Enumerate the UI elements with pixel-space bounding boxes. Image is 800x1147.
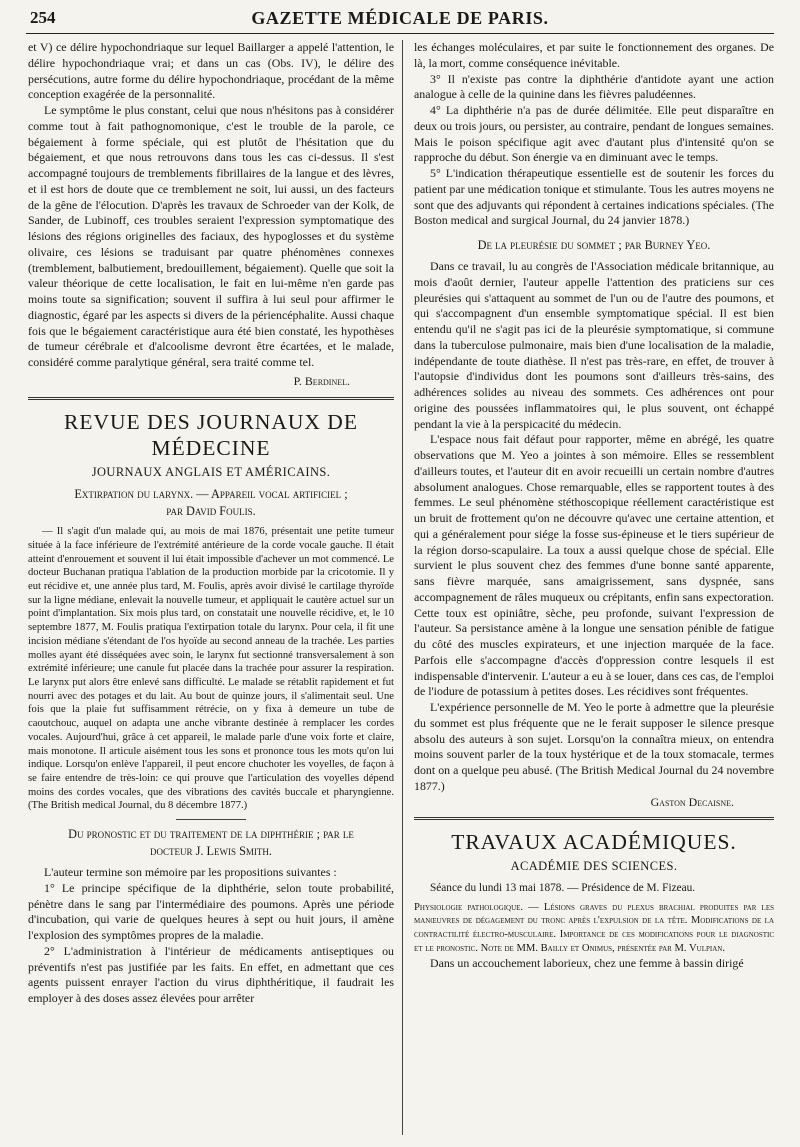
article-body-extirpation: — Il s'agit d'un malade qui, au mois de mai 1876, présentait une petite tumeur située à la face inférieure de l'extrémité antérieure de la corde vocale gauche. Il était atteint d'enrouement et souvent il lui était impossible d'achever un mot commencé. Le docteur Buchanan pratiqua l'ablation de la production morbide par la cricotomie. Il y eut récidive et, une année plus tard, M. Foulis, après avoir divisé le cartilage thyroïde sur la ligne médiane, enlevait la nouvelle tumeur, et appliquait le cautère actuel sur un point d'implantation. Six mois plus tard, on constatait une nouvelle récidive, et, le 10 septembre 1877, M. Foulis pratiqua l'extirpation totale du larynx. Pour cela, il fit une incision médiane s'étendant de l'os hyoïde au second anneau de la trachée. Les parties molles ayant été disséquées avec soin, le larynx fut sectionné transversalement à son extrémité inférieure; une canule fut placée dans la trachée pour assurer la respiration. Le larynx put alors être enlevé sans difficulté. Le malade se rétablit rapidement et fut nourri avec des potages et du lait. Au bout de quinze jours, il s'alimentait seul. Une fois que la plaie fut suffisamment rétrécie, on y fixa à demeure un tube de caoutchouc, auquel on adapta une anche vibrante destinée à remplacer les cordes vocales. Aujourd'hui, grâce à cet appareil, le malade parle d'une voix forte et claire, mais monotone. Il articule aisément tous les sons et prononce tous les mots qu'on lui indique. Lorsqu'on enlève l'appareil, il peut encore chuchoter les voyelles, de façon à se faire entendre de très-loin: ce qui prouve que l'articulation des voyelles dépend moins des cordes vocales, que des vibrations des cavités buccale et pharyngienne. (The British medical Journal, du 8 décembre 1877.) (28, 526, 394, 812)
section-title-revue: REVUE DES JOURNAUX DE MÉDECINE (64, 409, 358, 460)
proposition-item: 2° L'administration à l'intérieur de médicaments antiseptiques ou préventifs n'est pas justifiée par les faits. En effet, en admettant que ces agents puissent enrayer l'action du virus diphthéritique, il faudrait les employer à des doses assez élevées pour arrêter (28, 943, 394, 1006)
article-title-author: par David Foulis. (166, 504, 256, 519)
short-separator (176, 819, 246, 820)
section-separator (414, 817, 774, 820)
page-number: 254 (30, 8, 56, 27)
proposition-item: 4° La diphthérie n'a pas de durée délimitée. Elle peut disparaître en deux ou trois jours, ou persister, au contraire, pendant de longues semaines. Mais le poison spécifique agit avec d'autant plus d'intensité qu'on se rapproche du début. Son énergie va en diminuant avec le temps. (414, 103, 774, 165)
paragraph-continuation: les échanges moléculaires, et par suite le fonctionnement des organes. De là, la mort, comme conséquence inévitable. (414, 40, 774, 70)
article-intro-diphtherie: L'auteur termine son mémoire par les propositions suivantes : (44, 865, 337, 880)
physiologie-heading: Physiologie pathologique. — Lésions graves du plexus brachial produites par les manœuvres de dégagement du tronc après l'expulsion de la tête. Modifications de la contractilité électro-musculaire. Importance de ces modifications pour le diagnostic et le pronostic. Note de MM. Bailly et Onimus, présentée par M. Vulpian. (414, 901, 774, 954)
section-separator (28, 397, 394, 400)
article-title-line: Extirpation du larynx. — Appareil vocal artificiel ; (74, 487, 348, 502)
column-divider (402, 40, 403, 1135)
article-title-diphtherie (28, 826, 394, 860)
last-line: Dans un accouchement laborieux, chez une femme à bassin dirigé (430, 955, 744, 970)
article-paragraph: L'espace nous fait défaut pour rapporter, même en abrégé, les quatre observations que M. Yeo a jointes à son mémoire. Elles se ressemblent d'ailleurs toutes, et l'auteur dit en avoir recueilli un certain nombre d'autres absolument analogues. Chose remarquable, elles se rapportent toutes à des femmes. Le seul phénomène stéthoscopique réellement caractéristique est un bruit de frottement qu'on ne découvre qu'avec une certaine attention, et qui a généralement pour siége la fosse sus-épineuse et le tiers supérieur de la région dorso-scapulaire. La toux a aussi quelque chose de spécial. Elle survient le plus souvent chez des femmes d'une bonne santé apparente, sans fièvre marquée, sans amaigrissement, sans dyspnée, sans accompagnement de râles muqueux ou crépitants, enfin sans expectoration. Cette toux est opiniâtre, sèche, peu profonde, suivant l'expression de l'auteur. Sa persistance amène à la longue une sensation pénible de fatigue du côté des muscles expirateurs, et une injection marquée de la face. Parfois elle s'accompagne d'accès d'oppression contre lesquels il est indispensable d'intervenir. L'auteur a eu à se louer, dans ces cas, de l'emploi de l'iodure de potassium à petites doses. Les récidives sont fréquentes. (414, 432, 774, 699)
header-rule (26, 33, 774, 34)
journal-title: GAZETTE MÉDICALE DE PARIS. (251, 8, 549, 28)
paragraph-continuation: et V) ce délire hypochondriaque sur lequel Baillarger a appelé l'attention, le délire hypochondriaque vrai; et dans un cas (Obs. IV), le délire des persécutions, autre forme du délire hypochondriaque, procédant de la même conception exagérée de la personnalité. (28, 40, 394, 102)
signature-berdinel: P. Berdinel. (293, 373, 350, 388)
left-column (28, 40, 394, 1007)
article-title-author: docteur J. Lewis Smith. (150, 844, 272, 859)
signature-decaisne: Gaston Decaisne. (650, 794, 734, 809)
article-title-pleuresie: De la pleurésie du sommet ; par Burney Yeo. (477, 238, 711, 252)
right-column (414, 40, 774, 971)
article-title-extirpation (28, 486, 394, 520)
paragraph-symptom: Le symptôme le plus constant, celui que nous n'hésitons pas à considérer comme tout à fait pathognomonique, c'est le trouble de la parole, ce bégaiement à forme spéciale, qui est plutôt de l'hésitation que du bégaiement, et que nous retrouvons dans tous les cas ci-dessus. Il s'est accompagné toujours de tremblements fibrillaires de la langue et des lèvres, et il est hors de doute que ce tremblement ne soit, lui aussi, un des facteurs de la gêne de l'élocution. D'après les travaux de Schroeder van der Kolk, de Sander, de Lubinoff, ces troubles seraient l'expression symptomatique des lésions des régions originelles des faciaux, des hypoglosses et du système olivaire, ces lésions se traduisant par quatre phénomènes connexes (tremblement, balbutiement, bredouillement, bégaiement). Quelle que soit la valeur théorique de cette localisation, le fait en lui-même n'en garde pas moins toute sa signification; souvent il suffira à lui seul pour affirmer le diagnostic, égaré par les aspects si divers de la périencéphalite. Aussi chaque fois que le bégaiement caractéristique aura été bien constaté, les hypothèses de tumeur cérébrale et d'alcoolisme devront être écartées, et le malade, considéré comme paralytique général, sera traité comme tel. (28, 103, 394, 369)
article-title-line: Du pronostic et du traitement de la diphthérie ; par le (68, 827, 354, 842)
seance-line: Séance du lundi 13 mai 1878. — Présidence de M. Fizeau. (430, 882, 696, 894)
proposition-item: 3° Il n'existe pas contre la diphthérie d'antidote ayant une action analogue à celle de la quinine dans les fièvres paludéennes. (414, 71, 774, 102)
article-paragraph: Dans ce travail, lu au congrès de l'Association médicale britannique, au mois d'août dernier, l'auteur appelle l'attention des praticiens sur ces pleurésies qui s'attaquent au sommet de l'un ou de l'autre des poumons, et qui s'accompagnent d'un ensemble symptomatique spécial. Il est bien entendu qu'il ne s'agit pas ici de la pleurésie symptomatique, si commune dans la tuberculose pulmonaire, mais bien d'une localisation de la maladie, indépendante de toute diathèse. Il n'est pas très-rare, en effet, de trouver à l'autopsie d'individus dont les poumons sont d'ailleurs très-sains, des adhérences solides au niveau des sommets. Ces adhérences ont pour origine des poussées inflammatoires qui, le plus souvent, ont échappé pendant la vie à la perspicacité du médecin. (414, 259, 774, 431)
article-paragraph: L'expérience personnelle de M. Yeo le porte à admettre que la pleurésie du sommet est plus fréquente que ne le ferait supposer le silence presque absolu des auteurs à son sujet. Lorsqu'on la connaîtra mieux, on entendra moins souvent parler de la toux hystérique et de la toux stomacale, termes dont on a quelque peu abusé. (The British Medical Journal du 24 novembre 1877.) (414, 700, 774, 793)
page-header (22, 6, 778, 30)
proposition-item: 5° L'indication thérapeutique essentielle est de soutenir les forces du patient par une médication tonique et stimulante. Tous les autres moyens ne sont que des adjuvants qui répondent à certaines indications spéciales. (The Boston medical and surgical Journal, du 24 janvier 1878.) (414, 166, 774, 228)
section-title-travaux: TRAVAUX ACADÉMIQUES. (451, 830, 737, 855)
section-subtitle-academie: ACADÉMIE DES SCIENCES. (510, 859, 678, 874)
proposition-item: 1° Le principe spécifique de la diphthérie, selon toute probabilité, pénètre dans le sang par l'intermédiaire des poumons. Après une période d'incubation, qui varie de quelques heures à sept ou huit jours, il amène l'explosion des symptômes propres de la maladie. (28, 880, 394, 943)
section-subtitle-journaux: JOURNAUX ANGLAIS ET AMÉRICAINS. (91, 464, 331, 479)
